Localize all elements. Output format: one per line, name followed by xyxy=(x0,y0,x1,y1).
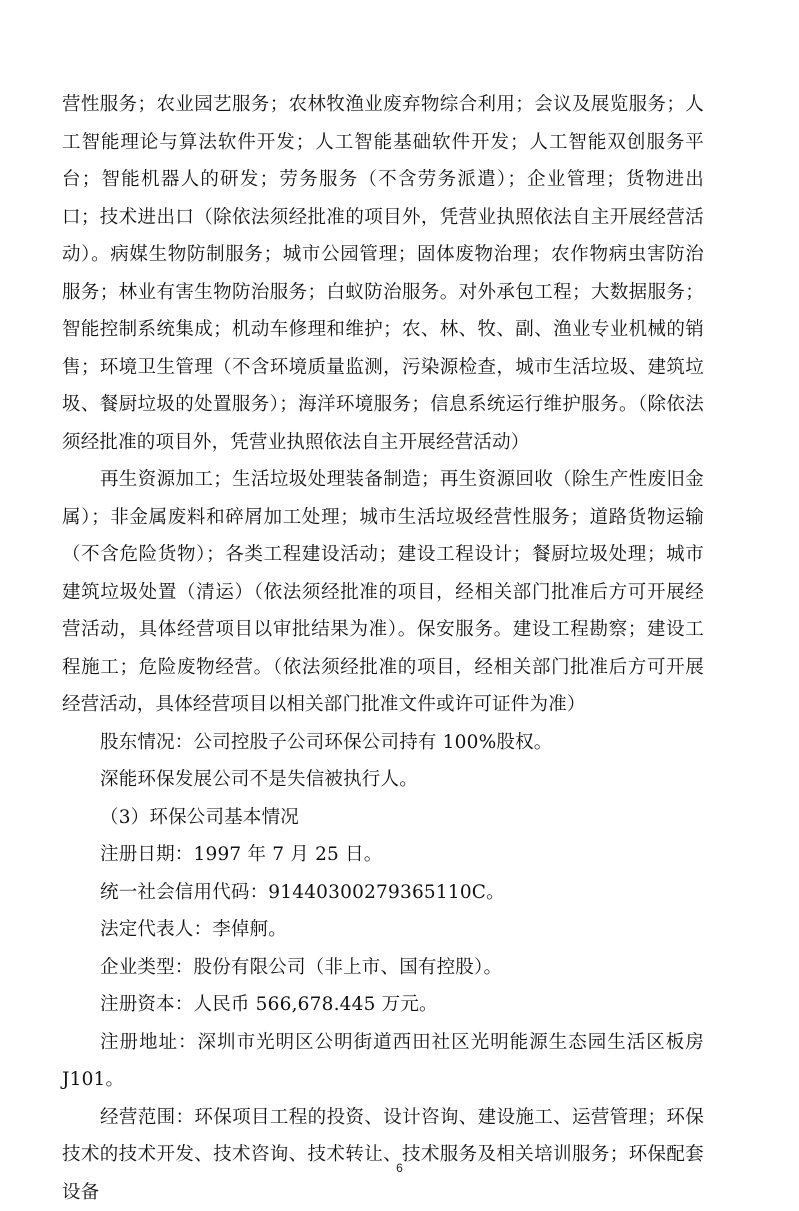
legal-representative: 法定代表人：李倬舸。 xyxy=(62,911,704,949)
business-scope-paragraph: 经营范围：环保项目工程的投资、设计咨询、建设施工、运营管理；环保技术的技术开发、技术咨询、技术转让、技术服务及相关培训服务；环保配套设备 xyxy=(62,1099,704,1211)
shareholder-info-paragraph: 股东情况：公司控股子公司环保公司持有 100%股权。 xyxy=(62,724,704,762)
credit-code: 统一社会信用代码：91440300279365110C。 xyxy=(62,874,704,912)
page-number: 6 xyxy=(0,1161,799,1175)
business-scope-continued-paragraph: 营性服务；农业园艺服务；农林牧渔业废弃物综合利用；会议及展览服务；人工智能理论与算法软件开发；人工智能基础软件开发；人工智能双创服务平台；智能机器人的研发；劳务服务（不含劳务派遣）；企业管理；货物进出口；技术进出口（除依法须经批准的项目外，凭营业执照依法自主开展经营活动）。病媒生物防制服务；城市公园管理；固体废物治理；农作物病虫害防治服务；林业有害生物防治服务；白蚁防治服务。对外承包工程；大数据服务；智能控制系统集成；机动车修理和维护；农、林、牧、副、渔业专业机械的销售；环境卫生管理（不含环境质量监测，污染源检查，城市生活垃圾、建筑垃圾、餐厨垃圾的处置服务）；海洋环境服务；信息系统运行维护服务。（除依法须经批准的项目外，凭营业执照依法自主开展经营活动） xyxy=(62,86,704,461)
business-scope-licensed-paragraph: 再生资源加工；生活垃圾处理装备制造；再生资源回收（除生产性废旧金属）；非金属废料和碎屑加工处理；城市生活垃圾经营性服务；道路货物运输（不含危险货物）；各类工程建设活动；建设工程设计；餐厨垃圾处理；城市建筑垃圾处置（清运）（依法须经批准的项目，经相关部门批准后方可开展经营活动，具体经营项目以审批结果为准）。保安服务。建设工程勘察；建设工程施工；危险废物经营。（依法须经批准的项目，经相关部门批准后方可开展经营活动，具体经营项目以相关部门批准文件或许可证件为准） xyxy=(62,461,704,724)
document-body xyxy=(62,86,704,1211)
registered-address: 注册地址：深圳市光明区公明街道西田社区光明能源生态园生活区板房J101。 xyxy=(62,1024,704,1099)
company-type: 企业类型：股份有限公司（非上市、国有控股）。 xyxy=(62,949,704,987)
dishonest-status-paragraph: 深能环保发展公司不是失信被执行人。 xyxy=(62,761,704,799)
registered-capital: 注册资本：人民币 566,678.445 万元。 xyxy=(62,986,704,1024)
registration-date: 注册日期：1997 年 7 月 25 日。 xyxy=(62,836,704,874)
section-heading: （3）环保公司基本情况 xyxy=(62,799,704,837)
